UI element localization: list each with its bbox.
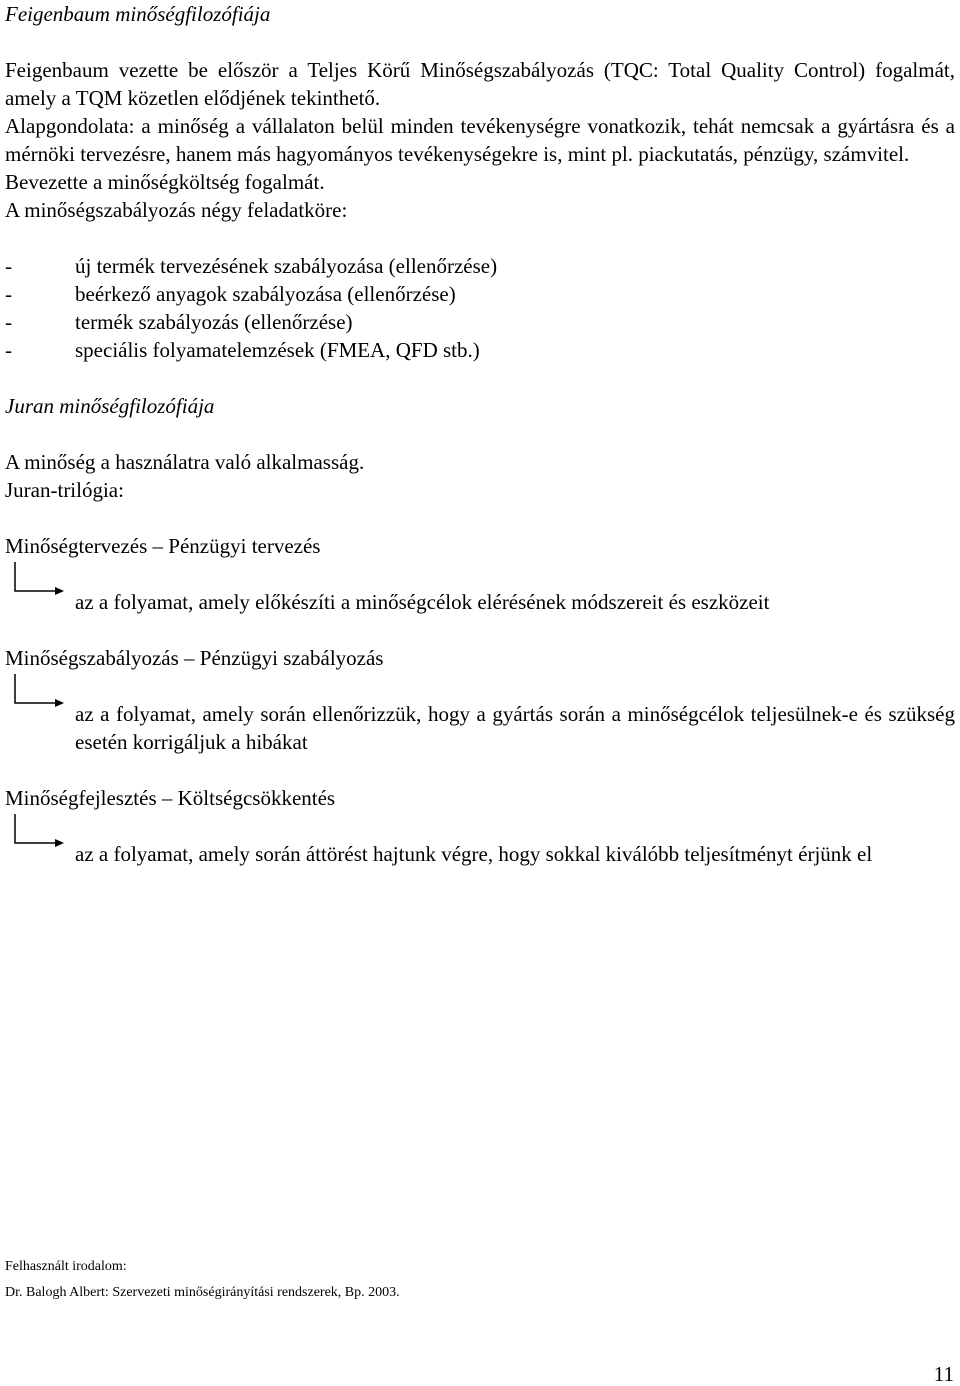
references-label: Felhasznált irodalom: [5, 1259, 127, 1274]
trilogy-title: Minőségfejlesztés – Költségcsökkentés [5, 786, 336, 810]
task-text: új termék tervezésének szabályozása (ellenőrzése) [75, 254, 498, 278]
trilogy-description: az a folyamat, amely során áttörést hajtunk végre, hogy sokkal kiválóbb teljesítményt érjünk el [75, 842, 873, 866]
bullet-dash: - [5, 338, 12, 362]
task-text: beérkező anyagok szabályozása (ellenőrzése) [75, 282, 456, 306]
quality-definition: A minőség a használatra való alkalmasság. [5, 450, 365, 474]
task-list-item [5, 252, 497, 280]
elbow-right-arrow-icon [14, 814, 64, 850]
task-text: speciális folyamatelemzések (FMEA, QFD stb.) [75, 338, 480, 362]
page-number: 11 [933, 1362, 954, 1386]
trilogy-description: az a folyamat, amely során ellenőrizzük, hogy a gyártás során a minőségcélok teljesülnek-e és szükség esetén korrigáljuk a hibákat [75, 702, 955, 754]
task-list-item [5, 280, 456, 308]
task-text: termék szabályozás (ellenőrzése) [75, 310, 353, 334]
elbow-right-arrow-icon [14, 562, 64, 598]
elbow-right-arrow-icon [14, 674, 64, 710]
juran-heading: Juran minőségfilozófiája [5, 394, 215, 418]
bullet-dash: - [5, 310, 12, 334]
trilogy-title: Minőségtervezés – Pénzügyi tervezés [5, 534, 321, 558]
trilogy-title: Minőségszabályozás – Pénzügyi szabályozás [5, 646, 384, 670]
bullet-dash: - [5, 254, 12, 278]
reference-item: Dr. Balogh Albert: Szervezeti minőségirányítási rendszerek, Bp. 2003. [5, 1285, 400, 1300]
task-list-item [5, 308, 353, 336]
trilogy-description: az a folyamat, amely előkészíti a minőségcélok elérésének módszereit és eszközeit [75, 590, 770, 614]
task-list-item [5, 336, 480, 364]
feigenbaum-body [5, 56, 955, 224]
paragraph-tqc: Feigenbaum vezette be először a Teljes Körű Minőségszabályozás (TQC: Total Quality Control) fogalmát, amely a TQM közetlen elődjének tekinthető. [5, 58, 955, 110]
bullet-dash: - [5, 282, 12, 306]
paragraph-quality-cost: Bevezette a minőségköltség fogalmát. [5, 170, 325, 194]
paragraph-four-tasks: A minőségszabályozás négy feladatköre: [5, 198, 348, 222]
references [5, 1257, 400, 1303]
trilogy-label: Juran-trilógia: [5, 478, 124, 502]
paragraph-basic-idea: Alapgondolata: a minőség a vállalaton belül minden tevékenységre vonatkozik, tehát nemcsak a gyártásra és a mérnöki tervezésre, hanem más hagyományos tevékenységekre is, mint pl. piackutatás, pénzügy, számvitel. [5, 114, 955, 166]
feigenbaum-heading: Feigenbaum minőségfilozófiája [5, 2, 271, 26]
